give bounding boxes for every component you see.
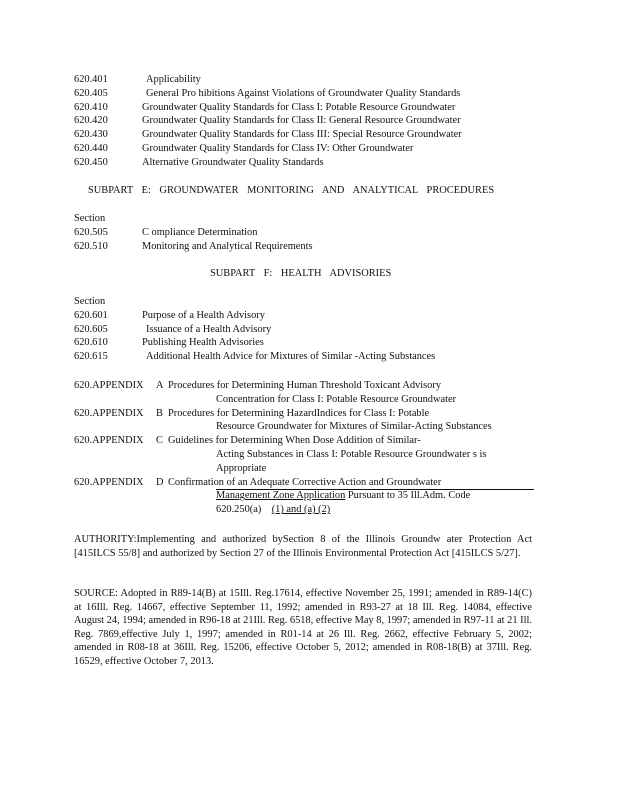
subpart-e-section-list [74,212,544,253]
appendix-number: 620.APPENDIX [74,407,144,419]
appendix-title: Guidelines for Determining When Dose Addition of Similar- [168,435,421,447]
section-title: Additional Health Advice for Mixtures of Similar -Acting Substances [146,351,436,363]
section-number: 620.401 [74,74,108,85]
appendix-title: Procedures for Determining Human Threshold Toxicant Advisory [168,380,442,391]
appendix-entry [74,434,544,475]
toc-row [74,350,544,364]
appendix-letter: C [156,435,163,447]
appendix-entry [74,379,544,407]
section-number: 620.510 [74,240,108,252]
appendix-letter: B [156,407,163,419]
section-label [74,295,544,309]
appendix-entry [74,407,544,435]
section-number: 620.610 [74,337,108,349]
section-title: Issuance of a Health Advisory [146,323,272,335]
section-title: Purpose of a Health Advisory [142,309,265,321]
appendix-title-continued: Concentration for Class I: Potable Resource Groundwater [216,393,457,405]
authority-paragraph: AUTHORITY:Implementing and authorized bySection 8 of the Illinois Groundw ater Protection Act [415ILCS 55/8] and authorized by Section 27 of the Illinois Environmental Protection Act [415ILCS 5/27]. [74,534,532,559]
toc-row [74,309,544,323]
section-number: 620.615 [74,351,108,363]
section-title: Applicability [146,74,201,85]
appendix-number: 620.APPENDIX [74,380,144,391]
section-title: Groundwater Quality Standards for Class IV: Other Groundwater [142,142,414,154]
toc-row [74,128,544,142]
section-title: Groundwater Quality Standards for Class III: Special Resource Groundwater [142,129,462,141]
appendix-letter: A [156,380,164,391]
toc-row [74,73,544,87]
toc-row [74,156,544,170]
appendix-title-continued [216,489,470,503]
section-number: 620.601 [74,309,108,321]
appendix-citation: 620.250(a) [216,504,262,516]
appendix-underlined-citation: (1) and (a) (2) [271,504,331,516]
toc-row [74,323,544,337]
section-title: Monitoring and Analytical Requirements [142,240,313,252]
section-number: 620.450 [74,156,108,168]
section-number: 620.405 [74,87,108,99]
appendix-letter: D [156,476,164,488]
section-title: Alternative Groundwater Quality Standards [142,156,324,168]
appendix-title-continued: Appropriate [216,462,267,474]
section-label-text: Section [74,213,106,224]
section-label [74,212,544,226]
section-title: Groundwater Quality Standards for Class I: Potable Resource Groundwater [142,101,456,113]
section-title: C ompliance Determination [142,226,258,238]
section-number: 620.440 [74,142,108,154]
appendix-title: Confirmation of an Adequate Corrective Action and Groundwater [168,476,442,488]
toc-row [74,114,544,128]
appendix-number: 620.APPENDIX [74,435,144,447]
toc-row [74,240,544,254]
subpart-f-section-list [74,295,544,364]
toc-row [74,101,544,115]
appendix-list [74,379,544,517]
appendix-title-continued: Resource Groundwater for Mixtures of Similar-Acting Substances [216,421,492,433]
appendix-title: Procedures for Determining HazardIndices for Class I: Potable [168,407,430,419]
toc-row [74,87,544,101]
section-title: Publishing Health Advisories [142,337,264,349]
section-number: 620.505 [74,226,108,238]
toc-row [74,336,544,350]
section-number: 620.420 [74,115,108,127]
appendix-title-rest: Pursuant to 35 Ill.Adm. Code [345,490,471,502]
appendix-underlined-text: Management Zone Application [216,490,346,502]
toc-row [74,142,544,156]
section-number: 620.410 [74,101,108,113]
section-number: 620.605 [74,323,108,335]
section-title: Groundwater Quality Standards for Class II: General Resource Groundwater [142,115,461,127]
toc-row [74,226,544,240]
appendix-title-continued: Acting Substances in Class I: Potable Resource Groundwater s is [216,448,487,460]
appendix-d-rule [216,489,534,490]
appendix-entry [74,476,544,517]
appendix-number: 620.APPENDIX [74,476,144,488]
subpart-e-heading: SUBPART E: GROUNDWATER MONITORING AND ANALYTICAL PROCEDURES [88,185,495,196]
subpart-f-heading: SUBPART F: HEALTH ADVISORIES [210,268,392,279]
section-label-text: Section [74,296,106,307]
section-number: 620.430 [74,129,108,141]
appendix-title-continued [216,503,330,517]
subpart-d-section-list [74,73,544,170]
section-title: General Pro hibitions Against Violations of Groundwater Quality Standards [146,87,461,99]
source-paragraph: SOURCE: Adopted in R89-14(B) at 15Ill. Reg.17614, effective November 25, 1991; amended in R89-14(C) at 16Ill. Reg. 14667, effective September 11, 1992; amended in R93-27 at 18 Ill. Reg. 14084, effective August 24, 1994; amended in R96-18 at 21Ill. Reg. 6518, effective May 8, 1997; amended in R97-11 at 21 Ill. Reg. 7869,effective July 1, 1997; amended in R01-14 at 26 Ill. Reg. 2662, effective February 5, 2002; amended in R08-18 at 36Ill. Reg. 15206, effective October 5, 2012; amended in R08-18(B) at 37Ill. Reg. 16529, effective October 7, 2013. [74,588,532,667]
